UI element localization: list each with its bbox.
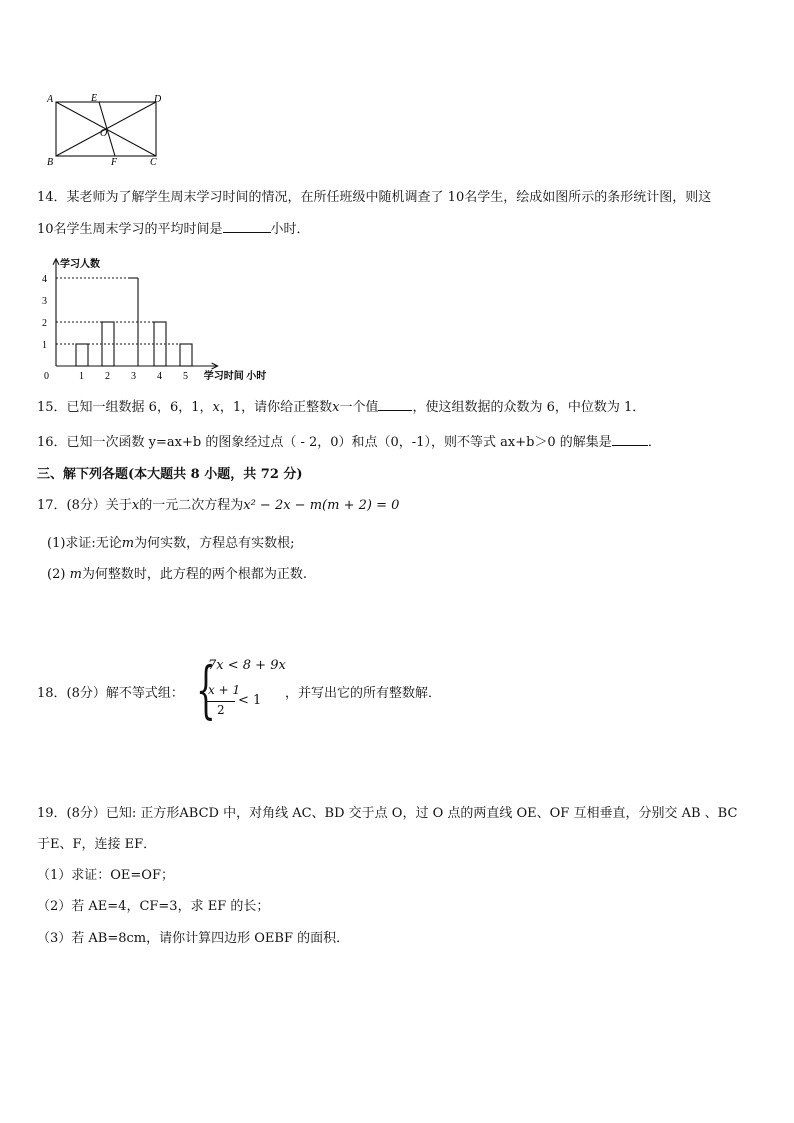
system-row1: 7x < 8 + 9x <box>208 658 286 673</box>
x-tick-label: 5 <box>183 371 188 382</box>
q15-answer-blank[interactable] <box>378 398 412 411</box>
q14-text-line2 <box>37 218 310 237</box>
q14-text-line1 <box>37 186 711 205</box>
q18-tail <box>285 682 441 701</box>
rectangle-figure <box>44 92 174 168</box>
label-e: E <box>91 93 98 104</box>
y-axis-label: 学习人数 <box>60 258 100 270</box>
label-c: C <box>150 157 157 168</box>
x-tick-label: 1 <box>79 371 84 382</box>
q15-text2: ，1，请你给正整数 <box>219 400 333 415</box>
label-f: F <box>111 157 118 168</box>
q15-text-line <box>37 396 645 415</box>
origin-label: 0 <box>44 371 49 382</box>
x-tick-label: 2 <box>105 371 110 382</box>
q19-stem1: 19．(8分）已知: 正方形ABCD 中，对角线 AC、BD 交于点 O，过 O 点的两直线 OE、OF 互相垂直，分别交 AB 、BC <box>37 806 738 821</box>
y-tick-label: 3 <box>42 296 47 307</box>
q16-text2: ． <box>647 435 661 450</box>
system-row2-relation: < 1 <box>238 693 262 708</box>
q19-part3-text: （3）若 AB=8cm，请你计算四边形 OEBF 的面积． <box>37 931 350 946</box>
section-title-text: 三、解下列各题(本大题共 8 小题，共 72 分) <box>37 467 303 482</box>
q16-text-line <box>37 431 661 450</box>
x-axis-label: 学习时间 小时 <box>203 371 267 382</box>
bar-chart <box>36 244 276 390</box>
section-title <box>37 463 303 482</box>
q16-text1: 16．已知一次函数 y=ax+b 的图象经过点（ - 2，0）和点（0，-1），则不等式 ax+b＞0 的解集是 <box>37 435 612 450</box>
label-a: A <box>47 94 54 105</box>
q19-part1-text: （1）求证：OE=OF； <box>37 868 174 883</box>
q17-part1 <box>47 532 295 551</box>
q19-part1 <box>37 864 174 883</box>
q18-stem <box>37 682 184 701</box>
q17-part2 <box>47 563 307 582</box>
label-d: D <box>154 94 162 105</box>
q19-stem2: 于E、F，连接 EF． <box>37 837 157 852</box>
q15-var-x2: x <box>332 400 340 415</box>
q17-part2-var: m <box>69 567 82 582</box>
system-brace: { <box>196 653 216 726</box>
q18-stem-text: 18．(8分）解不等式组： <box>37 686 184 701</box>
q15-text1: 15．已知一组数据 6，6，1， <box>37 400 213 415</box>
q17-stem-text: 17．(8分）关于 <box>37 498 132 513</box>
q19-part2-text: （2）若 AE=4，CF=3，求 EF 的长； <box>37 899 270 914</box>
q17-part1-rest: 为何实数，方程总有实数根; <box>134 536 295 551</box>
q17-var-x: x <box>131 498 140 513</box>
q17-part1-var: m <box>121 536 135 551</box>
x-tick-label: 4 <box>157 371 162 382</box>
system-fraction-bar <box>207 701 235 702</box>
inequality-system <box>196 655 286 725</box>
q18-tail-text: ，并写出它的所有整数解． <box>285 686 442 701</box>
q17-stem-text2: 的一元二次方程为 <box>139 498 244 513</box>
q17-part1-text: (1)求证:无论 <box>47 536 122 551</box>
label-o: O <box>100 128 108 139</box>
q17-part2-rest: 为何整数时，此方程的两个根都为正数. <box>81 567 308 582</box>
q14-text1: 14．某老师为了解学生周末学习时间的情况，在所任班级中随机调查了 10名学生，绘成如图所示的条形统计图，则这 <box>37 190 712 205</box>
bar <box>180 344 192 366</box>
q14-text3: 小时． <box>270 222 310 237</box>
q15-text4: ，使这组数据的众数为 6，中位数为 1． <box>412 400 646 415</box>
q19-part3 <box>37 927 349 946</box>
y-tick-label: 4 <box>42 274 47 285</box>
q19-stem-line1 <box>37 802 737 821</box>
system-row2-denominator: 2 <box>217 703 225 717</box>
q15-text3: 一个值 <box>339 400 379 415</box>
y-tick-label: 2 <box>42 318 47 329</box>
q17-equation: x² − 2x − m(m + 2) = 0 <box>243 498 400 513</box>
q17-part2-text: (2) <box>47 567 66 582</box>
system-row2-numerator: x + 1 <box>208 683 241 697</box>
q15-var-x: x <box>212 400 220 415</box>
q16-answer-blank[interactable] <box>612 433 648 446</box>
x-tick-label: 3 <box>131 371 136 382</box>
q14-answer-blank[interactable] <box>223 220 271 233</box>
label-b: B <box>47 157 54 168</box>
q19-stem-line2 <box>37 833 156 852</box>
y-tick-label: 1 <box>42 340 47 351</box>
bar <box>76 344 88 366</box>
q14-text2: 10名学生周末学习的平均时间是 <box>37 222 223 237</box>
q19-part2 <box>37 895 269 914</box>
q17-stem <box>37 494 399 513</box>
